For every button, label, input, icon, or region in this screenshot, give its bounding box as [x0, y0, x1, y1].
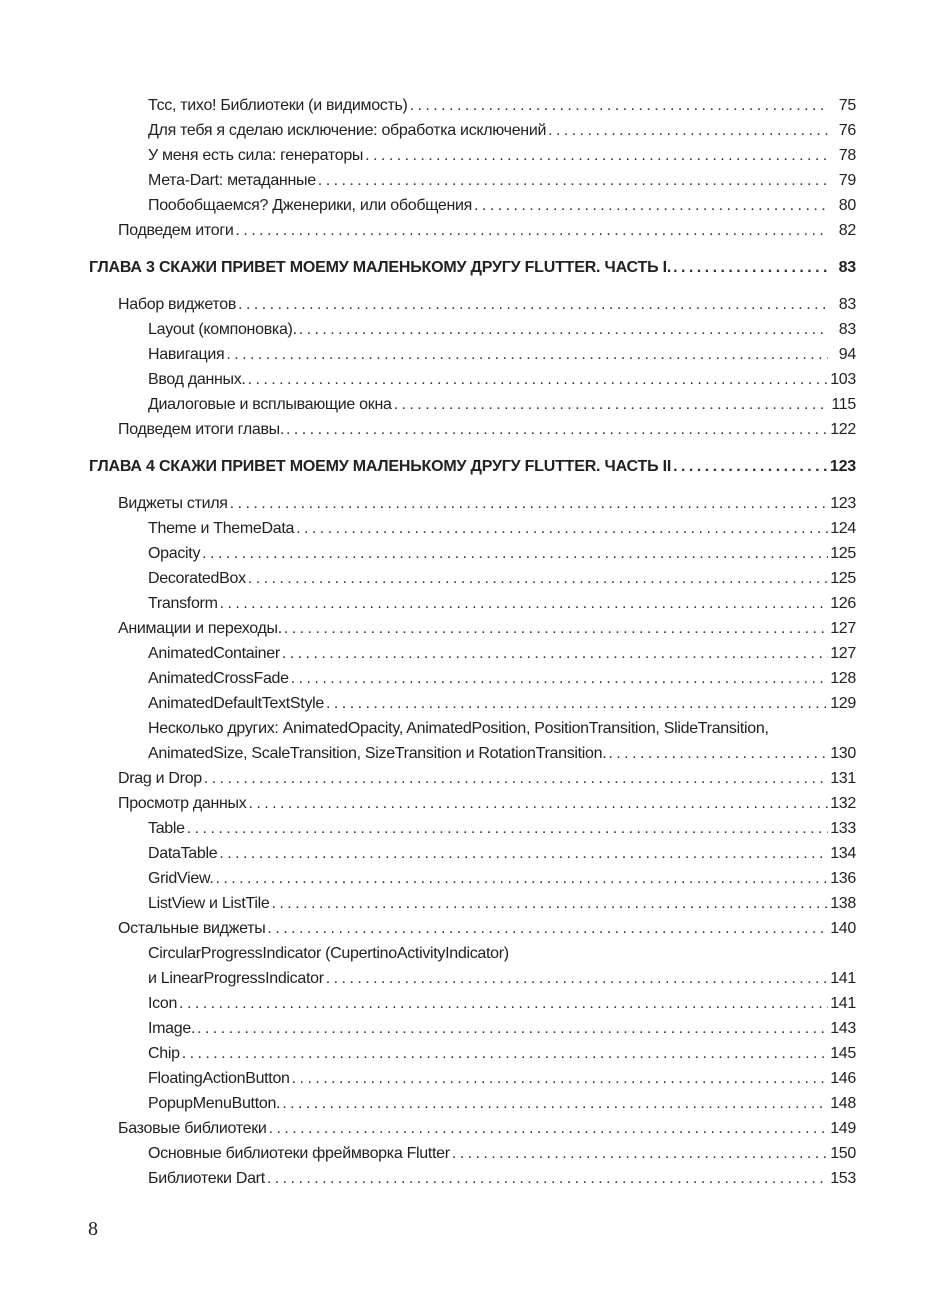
dot-leader — [269, 1116, 828, 1141]
toc-entry-page: 115 — [831, 396, 856, 413]
toc-entry-page: 127 — [830, 620, 856, 637]
toc-entry — [89, 1166, 856, 1191]
toc-entry-page: 131 — [830, 770, 856, 787]
toc-entry-page: 82 — [838, 222, 856, 239]
toc-entry-title: AnimatedSize, ScaleTransition, SizeTransition и RotationTransition. — [148, 745, 607, 762]
toc-entry-title: Chip — [148, 1045, 180, 1062]
toc-entry-page: 78 — [838, 147, 856, 164]
dot-leader — [318, 168, 828, 193]
dot-leader — [296, 516, 828, 541]
toc-entry — [89, 218, 856, 243]
toc-entry-page: 136 — [830, 870, 856, 887]
toc-entry — [89, 791, 856, 816]
dot-leader — [248, 791, 828, 816]
toc-entry-title: Остальные виджеты — [118, 920, 266, 937]
toc-entry — [89, 367, 856, 392]
toc-entry-page: 80 — [838, 197, 856, 214]
toc-entry — [89, 941, 856, 991]
toc-entry-page: 83 — [838, 321, 856, 338]
toc-entry-title: и LinearProgressIndicator — [148, 970, 324, 987]
toc-entry — [89, 691, 856, 716]
toc-entry — [89, 616, 856, 641]
toc-entry-title: Image. — [148, 1020, 196, 1037]
toc-entry — [89, 143, 856, 168]
toc-entry-title: У меня есть сила: генераторы — [148, 147, 364, 164]
toc-entry-title: Тсс, тихо! Библиотеки (и видимость) — [148, 97, 408, 114]
toc-entry-title: Основные библиотеки фреймворка Flutter — [148, 1145, 450, 1162]
toc-entry-page: 130 — [830, 745, 856, 762]
toc-entry-page: 83 — [838, 259, 856, 276]
toc-entry-title: Диалоговые и всплывающие окна — [148, 396, 392, 413]
dot-leader — [248, 566, 828, 591]
toc-entry-page: 132 — [830, 795, 856, 812]
toc-entry — [89, 1041, 856, 1066]
toc-entry-page: 133 — [830, 820, 856, 837]
toc-entry — [89, 716, 856, 766]
toc-entry-page: 141 — [830, 970, 856, 987]
toc-entry-page: 94 — [838, 346, 856, 363]
toc-entry-page: 150 — [830, 1145, 856, 1162]
toc-entry-title: ГЛАВА 3 СКАЖИ ПРИВЕТ МОЕМУ МАЛЕНЬКОМУ ДРУГУ FLUTTER. ЧАСТЬ I. — [89, 259, 672, 276]
toc-entry-page: 138 — [830, 895, 856, 912]
toc-entry-title: GridView. — [148, 870, 214, 887]
toc-entry-title: Анимации и переходы. — [118, 620, 282, 637]
toc-entry — [89, 342, 856, 367]
dot-leader — [452, 1141, 828, 1166]
dot-leader — [673, 255, 828, 280]
toc-entry-title: Подведем итоги главы. — [118, 421, 284, 438]
toc-entry-title: Пообобщаемся? Дженерики, или обобщения — [148, 197, 473, 214]
dot-leader — [202, 541, 828, 566]
toc-entry-page: 149 — [830, 1120, 856, 1137]
toc-entry — [89, 916, 856, 941]
toc-entry-page: 125 — [830, 545, 856, 562]
toc-entry-page: 126 — [830, 595, 856, 612]
toc-entry — [89, 93, 856, 118]
dot-leader — [267, 1166, 828, 1191]
dot-leader — [608, 741, 828, 766]
toc-entry-title: Подведем итоги — [118, 222, 234, 239]
dot-leader — [365, 143, 828, 168]
toc-entry — [89, 168, 856, 193]
toc-entry — [89, 591, 856, 616]
toc-entry — [89, 666, 856, 691]
dot-leader — [291, 666, 828, 691]
toc-entry-page: 75 — [838, 97, 856, 114]
toc-entry — [89, 1091, 856, 1116]
toc-entry-title: DecoratedBox — [148, 570, 246, 587]
toc-entry-page: 124 — [830, 520, 856, 537]
toc-entry — [89, 866, 856, 891]
dot-leader — [284, 616, 828, 641]
toc-entry-title: ГЛАВА 4 СКАЖИ ПРИВЕТ МОЕМУ МАЛЕНЬКОМУ ДРУГУ FLUTTER. ЧАСТЬ II — [89, 458, 672, 475]
dot-leader — [248, 367, 828, 392]
toc-entry — [89, 392, 856, 417]
toc-entry-page: 140 — [830, 920, 856, 937]
dot-leader — [187, 816, 828, 841]
dot-leader — [179, 991, 828, 1016]
toc-entry-page: 134 — [830, 845, 856, 862]
toc-entry-page: 129 — [830, 695, 856, 712]
dot-leader — [286, 417, 828, 442]
dot-leader — [230, 491, 828, 516]
toc-entry — [89, 516, 856, 541]
toc-entry-title: AnimatedContainer — [148, 645, 280, 662]
dot-leader — [272, 891, 828, 916]
toc-chapter-entry — [89, 255, 856, 280]
dot-leader — [238, 292, 828, 317]
toc-entry-title: ListView и ListTile — [148, 895, 270, 912]
dot-leader — [299, 317, 828, 342]
toc-entry-title: Opacity — [148, 545, 201, 562]
toc-entry-page: 103 — [830, 371, 856, 388]
toc-entry — [89, 816, 856, 841]
toc-entry-title: Библиотеки Dart — [148, 1170, 265, 1187]
toc-entry-page: 76 — [838, 122, 856, 139]
dot-leader — [204, 766, 828, 791]
toc-entry-title: Theme и ThemeData — [148, 520, 295, 537]
toc-entry — [89, 193, 856, 218]
toc-entry-page: 146 — [830, 1070, 856, 1087]
toc-entry — [89, 566, 856, 591]
toc-entry — [89, 1066, 856, 1091]
toc-entry-page: 83 — [838, 296, 856, 313]
toc-entry-title: Мета-Dart: метаданные — [148, 172, 316, 189]
toc-entry-page: 79 — [838, 172, 856, 189]
toc-entry — [89, 491, 856, 516]
page-number: 8 — [88, 1218, 98, 1240]
toc-entry — [89, 1141, 856, 1166]
toc-entry — [89, 641, 856, 666]
toc-entry — [89, 417, 856, 442]
toc-entry-title: Icon — [148, 995, 178, 1012]
toc-entry-title: FloatingActionButton — [148, 1070, 290, 1087]
toc-entry-page: 122 — [830, 421, 856, 438]
toc-entry-page: 148 — [830, 1095, 856, 1112]
dot-leader — [548, 118, 828, 143]
table-of-contents — [89, 93, 856, 1191]
toc-entry-title: AnimatedDefaultTextStyle — [148, 695, 325, 712]
toc-entry-title: Навигация — [148, 346, 225, 363]
toc-entry — [89, 1116, 856, 1141]
dot-leader — [236, 218, 829, 243]
dot-leader — [292, 1066, 828, 1091]
dot-leader — [673, 454, 828, 479]
toc-entry-title: Ввод данных. — [148, 371, 246, 388]
dot-leader — [197, 1016, 828, 1041]
dot-leader — [226, 342, 828, 367]
toc-entry-title: Transform — [148, 595, 218, 612]
toc-entry — [89, 292, 856, 317]
toc-entry-page: 141 — [830, 995, 856, 1012]
dot-leader — [474, 193, 828, 218]
toc-entry-page: 143 — [830, 1020, 856, 1037]
dot-leader — [282, 641, 828, 666]
toc-entry-title: Drag и Drop — [118, 770, 202, 787]
dot-leader — [326, 966, 828, 991]
toc-entry-title: Layout (компоновка). — [148, 321, 297, 338]
dot-leader — [326, 691, 828, 716]
toc-entry — [89, 991, 856, 1016]
toc-entry-title: Table — [148, 820, 185, 837]
toc-entry-title: Для тебя я сделаю исключение: обработка исключений — [148, 122, 547, 139]
toc-entry-page: 123 — [830, 495, 856, 512]
dot-leader — [394, 392, 828, 417]
toc-entry — [89, 841, 856, 866]
toc-entry-page: 127 — [830, 645, 856, 662]
toc-entry-title: AnimatedCrossFade — [148, 670, 289, 687]
toc-entry-page: 145 — [830, 1045, 856, 1062]
toc-entry-page: 123 — [829, 458, 856, 475]
dot-leader — [410, 93, 828, 118]
toc-entry — [89, 541, 856, 566]
toc-entry-title: Базовые библиотеки — [118, 1120, 267, 1137]
toc-entry — [89, 1016, 856, 1041]
dot-leader — [282, 1091, 828, 1116]
toc-entry-page: 153 — [830, 1170, 856, 1187]
toc-entry-title: Просмотр данных — [118, 795, 247, 812]
dot-leader — [182, 1041, 828, 1066]
toc-entry — [89, 118, 856, 143]
dot-leader — [220, 591, 828, 616]
toc-entry-page: 128 — [830, 670, 856, 687]
toc-entry — [89, 891, 856, 916]
toc-chapter-entry — [89, 454, 856, 479]
toc-entry-title: Виджеты стиля — [118, 495, 228, 512]
toc-entry-title: PopupMenuButton. — [148, 1095, 281, 1112]
toc-entry-title: Набор виджетов — [118, 296, 237, 313]
dot-leader — [215, 866, 828, 891]
dot-leader — [267, 916, 828, 941]
toc-entry — [89, 766, 856, 791]
toc-entry — [89, 317, 856, 342]
toc-entry-title-line: CircularProgressIndicator (CupertinoActivityIndicator) — [148, 945, 509, 962]
toc-entry-page: 125 — [830, 570, 856, 587]
toc-entry-title: DataTable — [148, 845, 218, 862]
dot-leader — [219, 841, 828, 866]
toc-entry-title-line: Несколько других: AnimatedOpacity, AnimatedPosition, PositionTransition, SlideTransition, — [148, 720, 769, 737]
